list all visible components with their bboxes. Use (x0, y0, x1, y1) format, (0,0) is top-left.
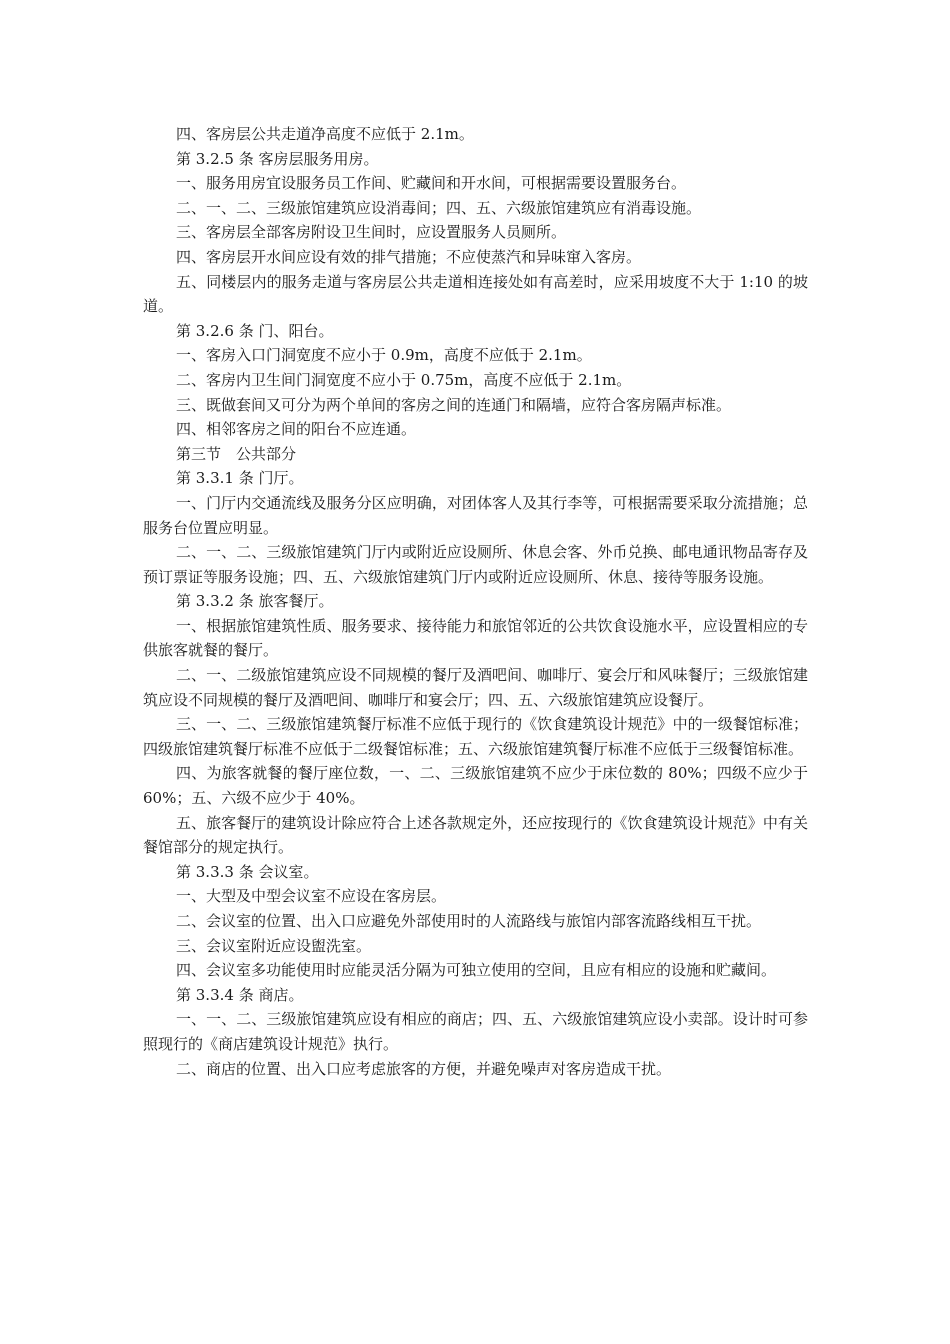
section-heading: 第 3.3.3 条 会议室。 (176, 862, 319, 881)
paragraph: 二、一、二、三级旅馆建筑门厅内或附近应设厕所、休息会客、外币兑换、邮电通讯物品寄存及预订票证等服务设施；四、五、六级旅馆建筑门厅内或附近应设厕所、休息、接待等服务设施。 (143, 543, 808, 586)
paragraph: 五、同楼层内的服务走道与客房层公共走道相连接处如有高差时，应采用坡度不大于 1:10 的坡道。 (143, 272, 808, 316)
chapter-heading: 第三节 公共部分 (176, 444, 297, 463)
section-heading: 第 3.2.5 条 客房层服务用房。 (176, 149, 379, 168)
section-heading: 第 3.2.6 条 门、阳台。 (176, 321, 334, 340)
paragraph: 二、商店的位置、出入口应考虑旅客的方便，并避免噪声对客房造成干扰。 (176, 1059, 672, 1078)
paragraph: 三、一、二、三级旅馆建筑餐厅标准不应低于现行的《饮食建筑设计规范》中的一级餐馆标准；四级旅馆建筑餐厅标准不应低于二级餐馆标准；五、六级旅馆建筑餐厅标准不应低于三级餐馆标准。 (143, 715, 808, 758)
paragraph: 二、会议室的位置、出入口应避免外部使用时的人流路线与旅馆内部客流路线相互干扰。 (176, 912, 762, 930)
paragraph: 一、服务用房宜设服务员工作间、贮藏间和开水间，可根据需要设置服务台。 (176, 174, 687, 193)
paragraph: 二、一、二、三级旅馆建筑应设消毒间；四、五、六级旅馆建筑应有消毒设施。 (176, 198, 702, 217)
paragraph: 一、客房入口门洞宽度不应小于 0.9m，高度不应低于 2.1m。 (176, 346, 592, 365)
paragraph: 一、根据旅馆建筑性质、服务要求、接待能力和旅馆邻近的公共饮食设施水平，应设置相应的专供旅客就餐的餐厅。 (143, 616, 808, 660)
section-heading: 第 3.3.4 条 商店。 (176, 985, 304, 1004)
document-body (143, 122, 808, 1081)
paragraph: 二、一、二级旅馆建筑应设不同规模的餐厅及酒吧间、咖啡厅、宴会厅和风味餐厅；三级旅馆建筑应设不同规模的餐厅及酒吧间、咖啡厅和宴会厅；四、五、六级旅馆建筑应设餐厅。 (143, 666, 808, 709)
section-heading: 第 3.3.1 条 门厅。 (176, 469, 304, 488)
paragraph: 四、会议室多功能使用时应能灵活分隔为可独立使用的空间，且应有相应的设施和贮藏间。 (176, 961, 777, 980)
paragraph: 四、客房层公共走道净高度不应低于 2.1m。 (176, 125, 474, 143)
paragraph: 三、既做套间又可分为两个单间的客房之间的连通门和隔墙，应符合客房隔声标准。 (176, 395, 732, 414)
paragraph: 三、会议室附近应设盥洗室。 (176, 936, 372, 955)
paragraph: 二、客房内卫生间门洞宽度不应小于 0.75m，高度不应低于 2.1m。 (176, 370, 632, 389)
paragraph: 三、客房层全部客房附设卫生间时，应设置服务人员厕所。 (176, 223, 567, 242)
paragraph: 五、旅客餐厅的建筑设计除应符合上述各款规定外，还应按现行的《饮食建筑设计规范》中有关餐馆部分的规定执行。 (143, 813, 808, 857)
paragraph: 四、客房层开水间应设有效的排气措施；不应使蒸汽和异味窜入客房。 (176, 247, 642, 266)
paragraph: 一、一、二、三级旅馆建筑应设有相应的商店；四、五、六级旅馆建筑应设小卖部。设计时可参照现行的《商店建筑设计规范》执行。 (143, 1010, 808, 1053)
paragraph: 一、门厅内交通流线及服务分区应明确，对团体客人及其行李等，可根据需要采取分流措施；总服务台位置应明显。 (143, 493, 808, 537)
paragraph: 一、大型及中型会议室不应设在客房层。 (176, 887, 447, 906)
paragraph: 四、为旅客就餐的餐厅座位数，一、二、三级旅馆建筑不应少于床位数的 80%；四级不应少于 60%；五、六级不应少于 40%。 (143, 764, 808, 808)
paragraph: 四、相邻客房之间的阳台不应连通。 (176, 420, 417, 439)
section-heading: 第 3.3.2 条 旅客餐厅。 (176, 592, 334, 611)
